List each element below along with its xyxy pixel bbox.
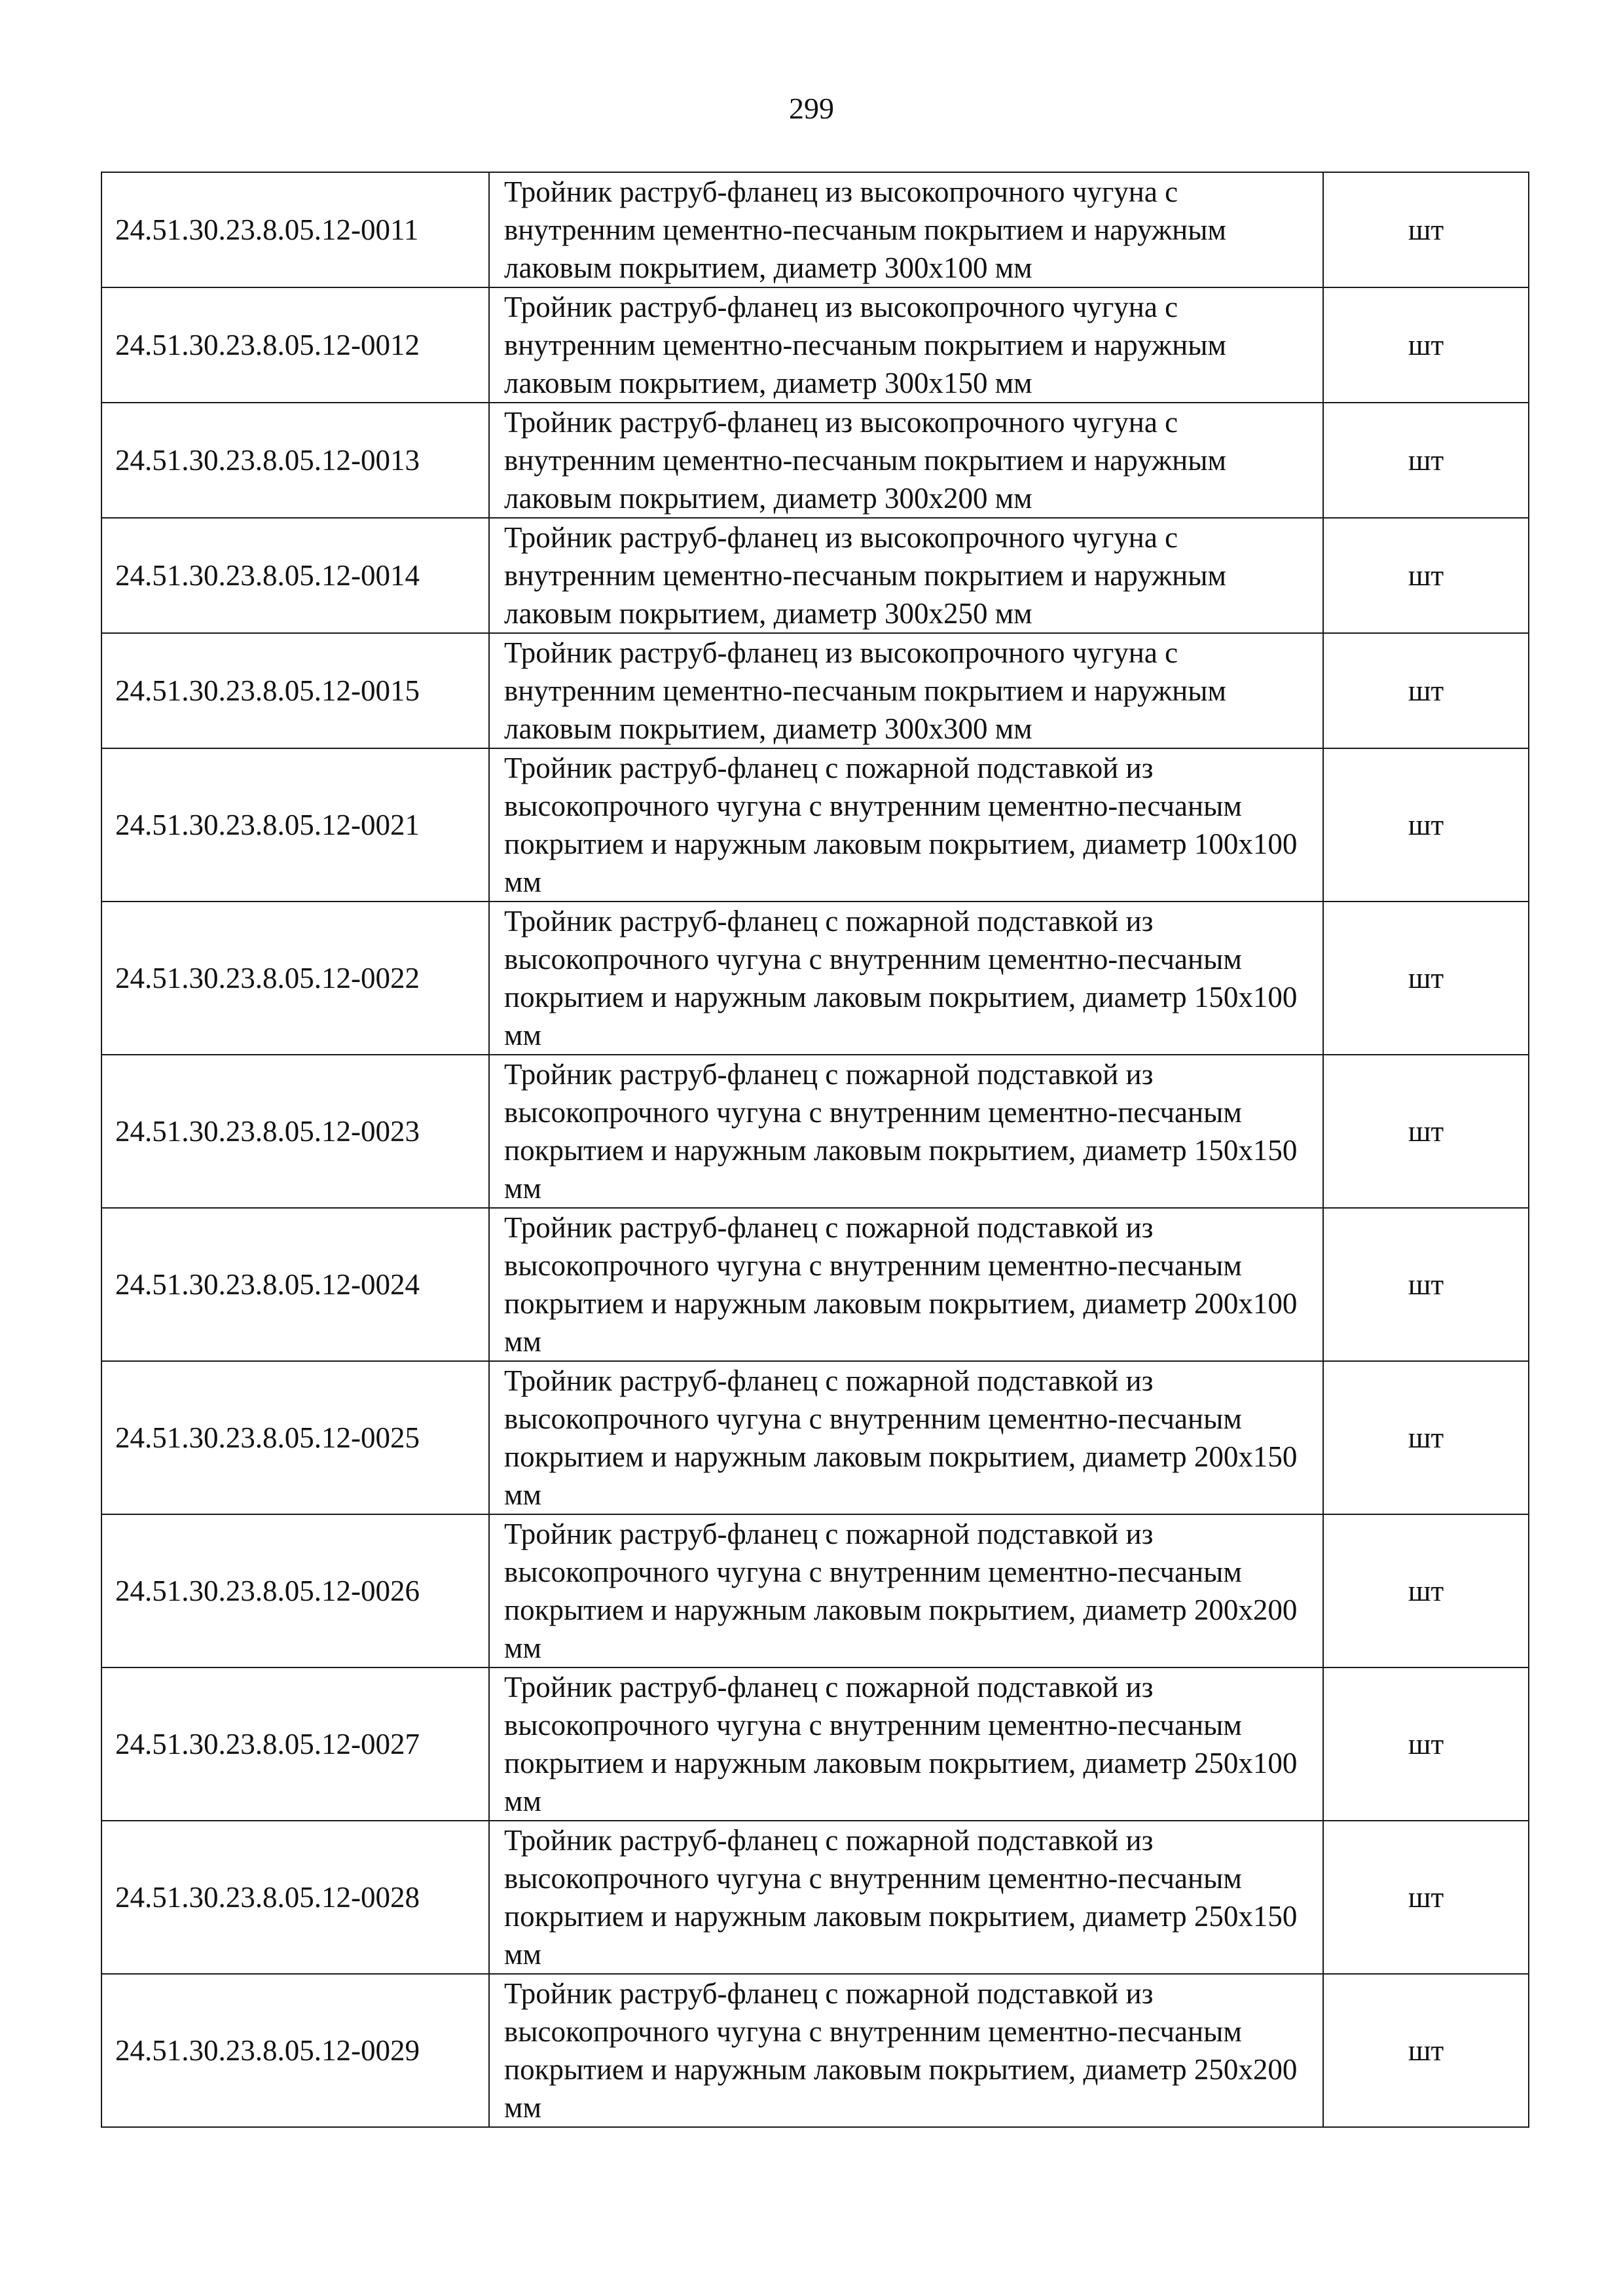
resource-code: 24.51.30.23.8.05.12-0028: [101, 1821, 489, 1974]
resource-code: 24.51.30.23.8.05.12-0012: [101, 287, 489, 403]
table-row: [101, 1055, 1529, 1208]
resource-code: 24.51.30.23.8.05.12-0024: [101, 1208, 489, 1361]
resource-code: 24.51.30.23.8.05.12-0014: [101, 518, 489, 633]
unit-of-measure: шт: [1323, 1055, 1529, 1208]
resource-code: 24.51.30.23.8.05.12-0022: [101, 902, 489, 1055]
table-row: [101, 1208, 1529, 1361]
resource-table: [101, 172, 1529, 2128]
unit-of-measure: шт: [1323, 1361, 1529, 1514]
resource-code: 24.51.30.23.8.05.12-0023: [101, 1055, 489, 1208]
resource-name: Тройник раструб-фланец с пожарной подставкой из высокопрочного чугуна с внутренним цементно-песчаным покрытием и наружным лаковым покрытием, диаметр 200х150 мм: [489, 1361, 1323, 1514]
page-number: 299: [789, 92, 834, 125]
unit-of-measure: шт: [1323, 403, 1529, 518]
unit-of-measure: шт: [1323, 748, 1529, 902]
unit-of-measure: шт: [1323, 172, 1529, 287]
resource-code: 24.51.30.23.8.05.12-0015: [101, 633, 489, 748]
resource-code: 24.51.30.23.8.05.12-0029: [101, 1974, 489, 2127]
resource-name: Тройник раструб-фланец с пожарной подставкой из высокопрочного чугуна с внутренним цементно-песчаным покрытием и наружным лаковым покрытием, диаметр 250х200 мм: [489, 1974, 1323, 2127]
table-row: [101, 633, 1529, 748]
table-row: [101, 1361, 1529, 1514]
resource-code: 24.51.30.23.8.05.12-0025: [101, 1361, 489, 1514]
resource-name: Тройник раструб-фланец из высокопрочного чугуна с внутренним цементно-песчаным покрытием и наружным лаковым покрытием, диаметр 300х100 мм: [489, 172, 1323, 287]
resource-name: Тройник раструб-фланец с пожарной подставкой из высокопрочного чугуна с внутренним цементно-песчаным покрытием и наружным лаковым покрытием, диаметр 100х100 мм: [489, 748, 1323, 902]
unit-of-measure: шт: [1323, 1821, 1529, 1974]
table-row: [101, 172, 1529, 287]
resource-name: Тройник раструб-фланец с пожарной подставкой из высокопрочного чугуна с внутренним цементно-песчаным покрытием и наружным лаковым покрытием, диаметр 250х150 мм: [489, 1821, 1323, 1974]
table-row: [101, 403, 1529, 518]
resource-name: Тройник раструб-фланец из высокопрочного чугуна с внутренним цементно-песчаным покрытием и наружным лаковым покрытием, диаметр 300х150 мм: [489, 287, 1323, 403]
resource-code: 24.51.30.23.8.05.12-0011: [101, 172, 489, 287]
resource-name: Тройник раструб-фланец с пожарной подставкой из высокопрочного чугуна с внутренним цементно-песчаным покрытием и наружным лаковым покрытием, диаметр 200х100 мм: [489, 1208, 1323, 1361]
resource-name: Тройник раструб-фланец с пожарной подставкой из высокопрочного чугуна с внутренним цементно-песчаным покрытием и наружным лаковым покрытием, диаметр 150х100 мм: [489, 902, 1323, 1055]
unit-of-measure: шт: [1323, 902, 1529, 1055]
table-row: [101, 1974, 1529, 2127]
resource-code: 24.51.30.23.8.05.12-0026: [101, 1514, 489, 1667]
unit-of-measure: шт: [1323, 633, 1529, 748]
resource-name: Тройник раструб-фланец из высокопрочного чугуна с внутренним цементно-песчаным покрытием и наружным лаковым покрытием, диаметр 300х300 мм: [489, 633, 1323, 748]
resource-code: 24.51.30.23.8.05.12-0013: [101, 403, 489, 518]
table-row: [101, 518, 1529, 633]
table-row: [101, 1821, 1529, 1974]
resource-name: Тройник раструб-фланец с пожарной подставкой из высокопрочного чугуна с внутренним цементно-песчаным покрытием и наружным лаковым покрытием, диаметр 200х200 мм: [489, 1514, 1323, 1667]
unit-of-measure: шт: [1323, 1667, 1529, 1821]
table-row: [101, 1667, 1529, 1821]
resource-name: Тройник раструб-фланец с пожарной подставкой из высокопрочного чугуна с внутренним цементно-песчаным покрытием и наружным лаковым покрытием, диаметр 150х150 мм: [489, 1055, 1323, 1208]
unit-of-measure: шт: [1323, 1974, 1529, 2127]
table-row: [101, 287, 1529, 403]
resource-name: Тройник раструб-фланец с пожарной подставкой из высокопрочного чугуна с внутренним цементно-песчаным покрытием и наружным лаковым покрытием, диаметр 250х100 мм: [489, 1667, 1323, 1821]
table-row: [101, 1514, 1529, 1667]
resource-code: 24.51.30.23.8.05.12-0027: [101, 1667, 489, 1821]
unit-of-measure: шт: [1323, 287, 1529, 403]
resource-name: Тройник раструб-фланец из высокопрочного чугуна с внутренним цементно-песчаным покрытием и наружным лаковым покрытием, диаметр 300х200 мм: [489, 403, 1323, 518]
unit-of-measure: шт: [1323, 1208, 1529, 1361]
unit-of-measure: шт: [1323, 518, 1529, 633]
unit-of-measure: шт: [1323, 1514, 1529, 1667]
table-row: [101, 748, 1529, 902]
resource-code: 24.51.30.23.8.05.12-0021: [101, 748, 489, 902]
table-row: [101, 902, 1529, 1055]
resource-name: Тройник раструб-фланец из высокопрочного чугуна с внутренним цементно-песчаным покрытием и наружным лаковым покрытием, диаметр 300х250 мм: [489, 518, 1323, 633]
